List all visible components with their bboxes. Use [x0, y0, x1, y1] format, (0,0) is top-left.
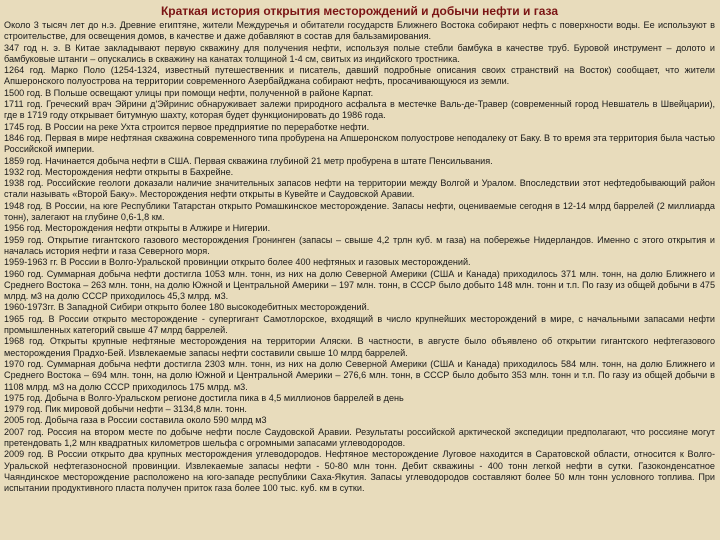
history-paragraph: 2005 год. Добыча газа в России составила около 590 млрд м3 [4, 415, 267, 426]
history-paragraph: 1960-1973гг. В Западной Сибири открыто более 180 высокодебитных месторождений. [4, 302, 370, 313]
history-paragraph: 1711 год. Греческий врач Эйрини д'Эйринис обнаруживает залежи природного асфальта в местечке Валь-де-Травер (современный город Невшатель в Швейцарии), где в 1719 году открывает битумную шахту, которая будет функционировать до 1986 года. [4, 99, 715, 121]
history-paragraph: 1975 год. Добыча в Волго-Уральском регионе достигла пика в 4,5 миллионов баррелей в день [4, 392, 404, 403]
history-paragraph: 1959-1963 гг. В России в Волго-Уральской провинции открыто более 400 нефтяных и газовых месторождений. [4, 257, 471, 268]
history-paragraphs [4, 20, 715, 494]
history-paragraph: 1956 год. Месторождения нефти открыты в Алжире и Нигерии. [4, 223, 271, 234]
history-paragraph: 1264 год. Марко Поло (1254-1324, известный путешественник и писатель, давший подробные описания своих странствий на Восток) сообщает, что жители Апшеронского полуострова на территории современного Азербайджана собирают нефть, просачивающуюся из земли. [4, 65, 715, 87]
history-paragraph: 1970 год. Суммарная добыча нефти достигла 2303 млн. тонн, из них на долю Северной Америки (США и Канада) приходилось 584 млн. тонн, на долю Ближнего и Среднего Востока – 694 млн. тонн, на долю Южной и Центральной Америки – 276,6 млн. тонн, в СССР было добыто 353 млн. тонн и т.п. По газу из общей добычи в 1108 млрд. м3 на долю СССР приходилось 175 млрд. м3. [4, 358, 715, 392]
slide-title: Краткая история открытия месторождений и добычи нефти и газа [160, 4, 559, 18]
history-paragraph: 1960 год. Суммарная добыча нефти достигла 1053 млн. тонн, из них на долю Северной Америки (США и Канада) приходилось 371 млн. тонн, на долю Ближнего и Среднего Востока – 263 млн. тонн, на долю Южной и Центральной Америки – 197 млн. тонн, в СССР было добыто 148 млн. тонн и т.п. По газу из общей добычи в 475 млрд. м3 на долю СССР приходилось 45,3 млрд. м3. [4, 268, 715, 302]
history-paragraph: 1745 год. В России на реке Ухта строится первое предприятие по переработке нефти. [4, 121, 370, 132]
history-paragraph: 1968 год. Открыты крупные нефтяные месторождения на территории Аляски. В частности, в августе было объявлено об открытии гигантского нефтегазового месторождения Прадхо-Бей. Извлекаемые запасы нефти составили свыше 10 млрд баррелей. [4, 336, 715, 358]
history-paragraph: 2007 год. Россия на втором месте по добыче нефти после Саудовской Аравии. Результаты российской арктической экспедиции предполагают, что россияне могут претендовать 1,2 млн квадратных километров шельфа с огромными запасами углеводородов. [4, 426, 715, 448]
history-paragraph: 1500 год. В Польше освещают улицы при помощи нефти, полученной в районе Карпат. [4, 87, 374, 98]
history-paragraph: 1948 год. В России, на юге Республики Татарстан открыто Ромашкинское месторождение. Запасы нефти, оцениваемые сегодня в 12-14 млрд баррелей (2 миллиарда тонн), залегают на глубине 0,6-1,8 км. [4, 200, 715, 223]
history-paragraph: 2009 год. В России открыто два крупных месторождения углеводородов. Нефтяное месторождение Луговое находится в Саратовской области, относится к Волго-Уральской нефтегазоносной провинции. Извлекаемые запасы нефти - 50-80 млн тонн. Дебит скважины - 400 тонн легкой нефти в сутки. Газоконденсатное Чаяндинское месторождение расположено на юго-западе республики Саха-Якутия. Запасы углеводородов составляют более 50 млн тонн условного топлива. При испытании продуктивного пласта получен приток газа более 100 тыс. куб. км в сутки. [4, 449, 715, 494]
history-paragraph: 1965 год. В России открыто месторождение - супергигант Самотлорское, входящий в число крупнейших месторождений в мире, с начальными запасами нефти промышленных категорий свыше 47 млрд баррелей. [4, 313, 715, 336]
history-paragraph: 1859 год. Начинается добыча нефти в США. Первая скважина глубиной 21 метр пробурена в штате Пенсильвания. [4, 155, 493, 166]
history-paragraph: 1938 год. Российские геологи доказали наличие значительных запасов нефти на территории между Волгой и Уралом. Впоследствии этот нефтедобывающий район стали называть «Второй Баку». Месторождения нефти открыты в Кувейте и Саудовской Аравии. [4, 178, 715, 200]
history-paragraph: 1979 год. Пик мировой добычи нефти – 3134,8 млн. тонн. [4, 404, 247, 415]
history-paragraph: 1932 год. Месторождения нефти открыты в Бахрейне. [4, 166, 234, 177]
history-paragraph: Около 3 тысяч лет до н.э. Древние египтяне, жители Междуречья и обитатели государств Ближнего Востока собирают нефть с поверхности воды. Ее используют в строительстве, для освещения домов, в качестве и даже добавляют в состав для бальзамирования. [4, 20, 715, 42]
history-paragraph: 1846 год. Первая в мире нефтяная скважина современного типа пробурена на Апшеронском полуострове неподалеку от Баку. В то время эта территория была частью Российской империи. [4, 132, 715, 155]
history-paragraph: 347 год н. э. В Китае закладывают первую скважину для получения нефти, используя полые стебли бамбука в качестве труб. Буровой инструмент – долото и бамбуковые штанги – опускались в скважину на канатах толщиной 1-4 см, свитых из индийского тростника. [4, 42, 715, 64]
history-paragraph: 1959 год. Открытие гигантского газового месторождения Гронинген (запасы – свыше 4,2 трлн куб. м газа) на побережье Нидерландов. Именно с этого открытия и началась история нефти и газа Северного моря. [4, 234, 715, 256]
